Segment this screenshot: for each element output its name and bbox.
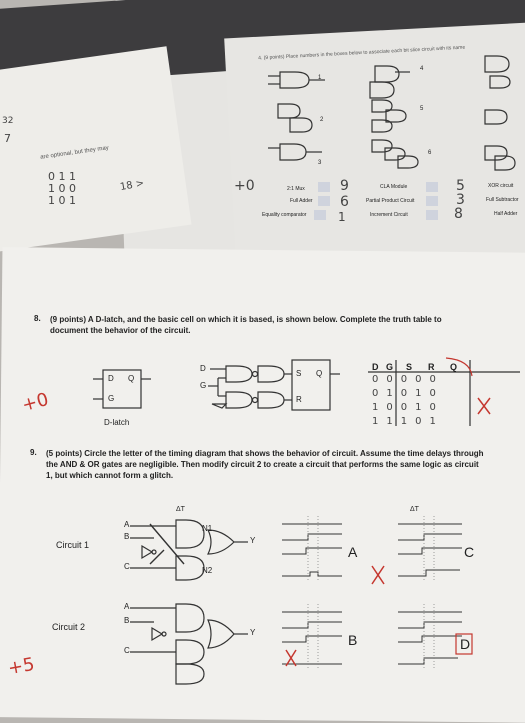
table-header-s: S bbox=[406, 362, 413, 372]
gate-number-2: 2 bbox=[320, 117, 324, 123]
delta-t-1: ΔT bbox=[176, 506, 185, 513]
label-xor: XOR circuit bbox=[488, 183, 514, 189]
latch-q-pin: Q bbox=[128, 374, 135, 383]
c2-input-b: B bbox=[124, 616, 130, 625]
label-full-adder: Full Adder bbox=[290, 198, 313, 204]
c2-input-a: A bbox=[124, 602, 130, 611]
table-row-1: 00000 bbox=[372, 374, 444, 385]
cell-g-pin: G bbox=[200, 381, 207, 390]
gate-number-5: 5 bbox=[420, 106, 424, 112]
answer-increment: 8 bbox=[454, 206, 463, 222]
table-header-r: R bbox=[428, 362, 435, 372]
circuit1-label: Circuit 1 bbox=[56, 540, 90, 550]
answer-partial: 3 bbox=[456, 192, 465, 208]
table-header-d: D bbox=[372, 362, 379, 372]
cell-d-pin: D bbox=[200, 364, 206, 373]
left-page-num: 32 bbox=[2, 116, 14, 126]
label-half-adder: Half Adder bbox=[494, 211, 518, 217]
c1-output-y: Y bbox=[250, 536, 256, 545]
table-header-q: Q bbox=[450, 362, 458, 372]
delta-t-2: ΔT bbox=[410, 506, 419, 513]
gate-number-4: 4 bbox=[420, 66, 424, 72]
left-row-1: 0 1 1 bbox=[48, 170, 76, 183]
table-row-2: 01010 bbox=[372, 388, 444, 399]
label-cla: CLA Module bbox=[380, 184, 408, 190]
answer-full-adder: 6 bbox=[340, 194, 349, 210]
left-digit: 7 bbox=[4, 132, 11, 145]
c2-output-y: Y bbox=[250, 628, 256, 637]
option-b[interactable]: B bbox=[348, 632, 358, 648]
c1-input-b: B bbox=[124, 532, 130, 541]
option-d[interactable]: D bbox=[460, 636, 471, 652]
gate-number-1: 1 bbox=[318, 75, 322, 81]
answer-cla: 5 bbox=[456, 178, 465, 194]
label-partial: Partial Product Circuit bbox=[366, 198, 415, 204]
table-row-4: 11101 bbox=[372, 416, 444, 427]
left-note: are optional, but they may bbox=[39, 145, 110, 161]
c2-input-c: C bbox=[124, 646, 130, 655]
back-grade: +0 bbox=[234, 178, 255, 194]
option-a[interactable]: A bbox=[348, 544, 358, 560]
table-row-3: 10010 bbox=[372, 402, 444, 413]
node-n1: N1 bbox=[202, 524, 213, 533]
answer-mux: 9 bbox=[340, 178, 349, 194]
answer-equality: 1 bbox=[338, 210, 346, 224]
option-c[interactable]: C bbox=[464, 544, 475, 560]
label-equality: Equality comparator bbox=[262, 212, 307, 218]
left-row-3: 1 0 1 bbox=[48, 194, 76, 207]
q4-instruction: 4. (9 points) Place numbers in the boxes below to associate each bit slice circuit with its name bbox=[257, 44, 466, 62]
table-header-g: G bbox=[386, 362, 394, 372]
q9-grade: +5 bbox=[6, 653, 37, 680]
c1-input-a: A bbox=[124, 520, 130, 529]
q8-number: 8. bbox=[34, 314, 41, 323]
q9-number: 9. bbox=[30, 448, 37, 457]
label-subtractor: Full Subtractor bbox=[486, 197, 519, 203]
cell-s-pin: S bbox=[296, 369, 302, 378]
q8-grade: +0 bbox=[19, 388, 51, 417]
latch-d-pin: D bbox=[108, 374, 114, 383]
circuit2-label: Circuit 2 bbox=[52, 622, 86, 632]
label-mux: 2:1 Mux bbox=[287, 186, 305, 192]
node-n2: N2 bbox=[202, 566, 213, 575]
latch-caption: D-latch bbox=[104, 418, 130, 427]
latch-g-pin: G bbox=[108, 394, 115, 403]
left-scrawl: 18 > bbox=[119, 177, 146, 194]
gate-number-3: 3 bbox=[318, 160, 322, 166]
left-row-2: 1 0 0 bbox=[48, 182, 76, 195]
q8-text: (9 points) A D-latch, and the basic cell on which it is based, is shown below. Complete the truth table to document the behavior of the circuit. bbox=[50, 315, 442, 335]
gate-number-6: 6 bbox=[428, 150, 432, 156]
q9-text: (5 points) Circle the letter of the timing diagram that shows the behavior of circuit. Assume the time delays through the AND & OR gates are negligible. Then modify circuit 2 to create a circuit that performs the same logic as circuit 1, but which cannot form a glitch. bbox=[46, 449, 484, 480]
c1-input-c: C bbox=[124, 562, 130, 571]
cell-r-pin: R bbox=[296, 395, 302, 404]
label-increment: Increment Circuit bbox=[370, 212, 408, 218]
cell-q-pin: Q bbox=[316, 369, 323, 378]
